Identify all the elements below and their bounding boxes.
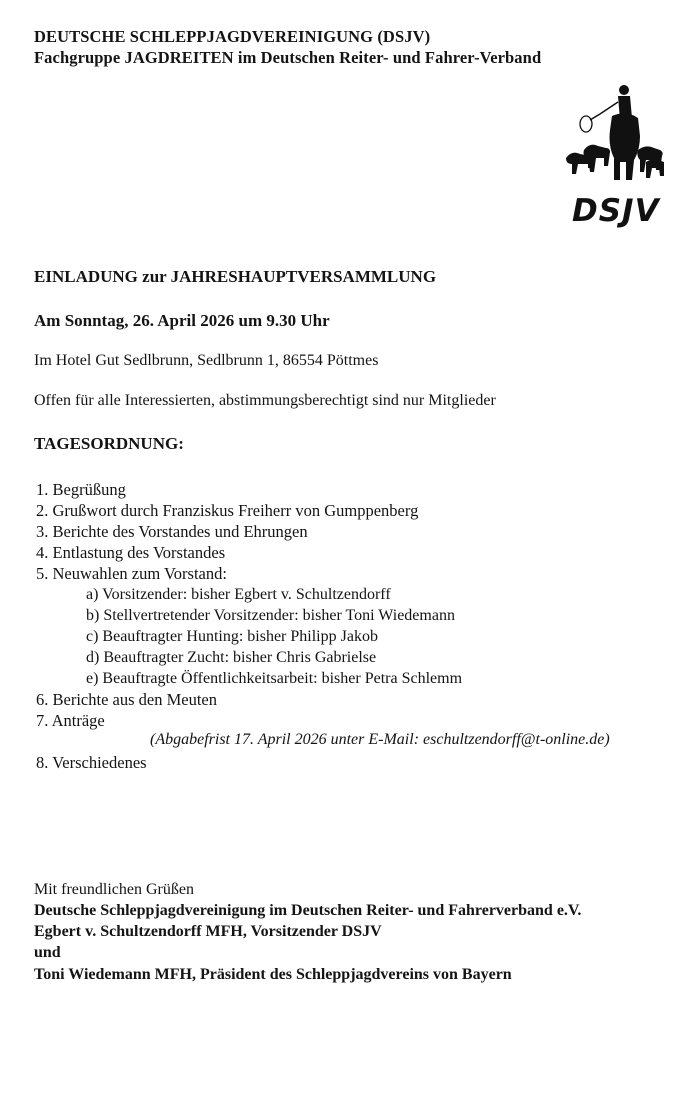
agenda-list-final bbox=[36, 752, 147, 773]
agenda-item: 5. Neuwahlen zum Vorstand: bbox=[36, 564, 227, 583]
agenda-list bbox=[36, 479, 418, 584]
election-item: d) Beauftragter Zucht: bisher Chris Gabrielse bbox=[86, 649, 377, 666]
agenda-item: 6. Berichte aus den Meuten bbox=[36, 690, 217, 709]
election-item: b) Stellvertretender Vorsitzender: bisher Toni Wiedemann bbox=[86, 607, 455, 624]
agenda-item: 7. Anträge bbox=[36, 711, 105, 730]
agenda-item: 2. Grußwort durch Franziskus Freiherr von Gumppenberg bbox=[36, 501, 419, 520]
agenda-title: TAGESORDNUNG: bbox=[34, 434, 184, 453]
invitation-title: EINLADUNG zur JAHRESHAUPTVERSAMMLUNG bbox=[34, 267, 437, 286]
header-subtitle: Fachgruppe JAGDREITEN im Deutschen Reiter- und Fahrer-Verband bbox=[34, 48, 542, 67]
closing-and: und bbox=[34, 944, 61, 961]
agenda-list-continued bbox=[36, 689, 217, 731]
agenda-item: 8. Verschiedenes bbox=[36, 753, 147, 772]
header-org-name: DEUTSCHE SCHLEPPJAGDVEREINIGUNG (DSJV) bbox=[34, 27, 431, 46]
meeting-venue: Im Hotel Gut Sedlbrunn, Sedlbrunn 1, 86554 Pöttmes bbox=[34, 352, 379, 369]
meeting-date: Am Sonntag, 26. April 2026 um 9.30 Uhr bbox=[34, 311, 330, 330]
participation-note: Offen für alle Interessierten, abstimmungsberechtigt sind nur Mitglieder bbox=[34, 392, 496, 409]
closing-organization: Deutsche Schleppjagdvereinigung im Deutschen Reiter- und Fahrerverband e.V. bbox=[34, 902, 582, 919]
agenda-item: 3. Berichte des Vorstandes und Ehrungen bbox=[36, 522, 308, 541]
agenda-item: 1. Begrüßung bbox=[36, 480, 126, 499]
closing-signer-2: Toni Wiedemann MFH, Präsident des Schleppjagdvereins von Bayern bbox=[34, 966, 512, 983]
election-item: e) Beauftragte Öffentlichkeitsarbeit: bisher Petra Schlemm bbox=[86, 670, 463, 687]
logo-text: DSJV bbox=[572, 193, 660, 229]
election-item: c) Beauftragter Hunting: bisher Philipp Jakob bbox=[86, 628, 378, 645]
deadline-note: (Abgabefrist 17. April 2026 unter E-Mail: eschultzendorff@t-online.de) bbox=[150, 731, 610, 748]
election-sublist bbox=[86, 584, 462, 689]
election-item: a) Vorsitzender: bisher Egbert v. Schultzendorff bbox=[86, 586, 391, 603]
closing-signer-1: Egbert v. Schultzendorff MFH, Vorsitzender DSJV bbox=[34, 923, 382, 940]
closing-greeting: Mit freundlichen Grüßen bbox=[34, 881, 194, 898]
agenda-item: 4. Entlastung des Vorstandes bbox=[36, 543, 226, 562]
